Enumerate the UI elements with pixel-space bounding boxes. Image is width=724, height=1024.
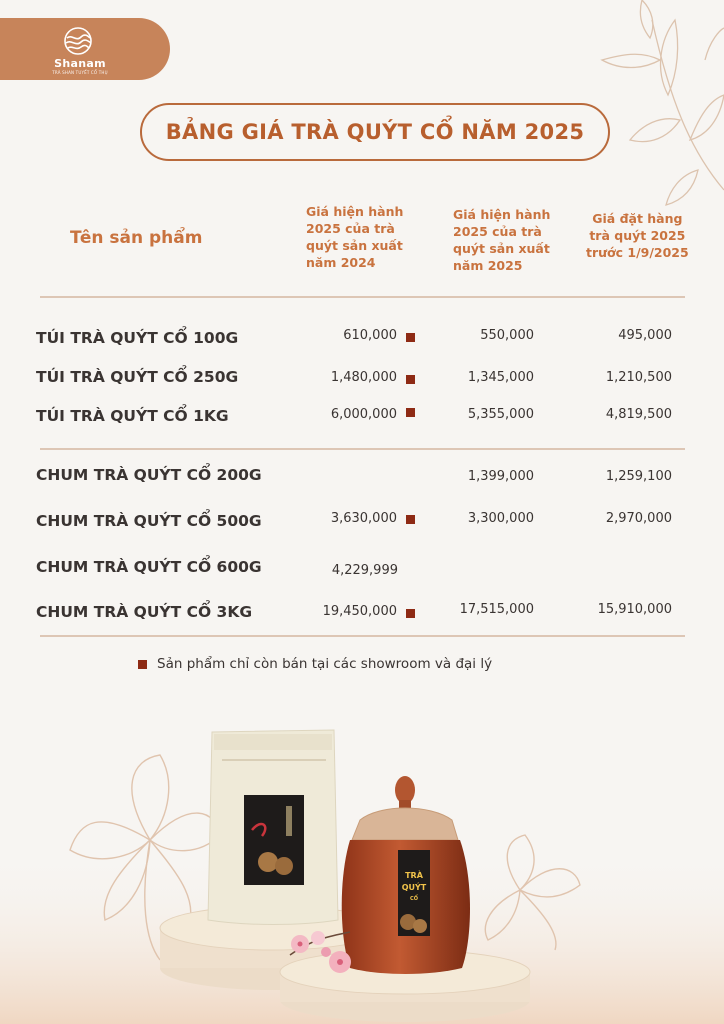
price-2024: 19,450,000	[322, 604, 397, 619]
price-preorder: 495,000	[618, 328, 672, 343]
price-2025: 1,345,000	[467, 370, 534, 385]
section-divider	[40, 448, 685, 450]
jar-label-line: CỔ	[410, 896, 418, 902]
column-header-product: Tên sản phẩm	[70, 228, 203, 248]
marker-square-icon	[406, 375, 415, 384]
column-header-price-2024	[306, 203, 403, 271]
product-name: CHUM TRÀ QUÝT CỔ 3KG	[36, 603, 253, 621]
header-line: Giá hiện hành	[453, 207, 551, 222]
price-2025: 3,300,000	[467, 511, 534, 526]
brand-logo	[0, 18, 170, 80]
header-line: 2025 của trà	[306, 221, 395, 236]
marker-square-icon	[406, 333, 415, 342]
header-divider	[40, 296, 685, 298]
table-bottom-divider	[40, 635, 685, 637]
price-preorder: 1,210,500	[605, 370, 672, 385]
jar-label-line: TRÀ	[405, 871, 423, 880]
product-name: TÚI TRÀ QUÝT CỔ 1KG	[36, 407, 229, 425]
price-preorder: 1,259,100	[605, 469, 672, 484]
price-2024: 3,630,000	[330, 511, 397, 526]
legend-note-text: Sản phẩm chỉ còn bán tại các showroom và đại lý	[157, 656, 493, 672]
product-illustration	[0, 700, 724, 1024]
marker-square-icon	[406, 609, 415, 618]
product-name: CHUM TRÀ QUÝT CỔ 600G	[36, 558, 262, 576]
marker-square-icon	[406, 408, 415, 417]
page-title: BẢNG GIÁ TRÀ QUÝT CỔ NĂM 2025	[140, 103, 610, 161]
column-header-preorder	[586, 210, 689, 261]
price-2025: 17,515,000	[459, 602, 534, 617]
price-2025: 1,399,000	[467, 469, 534, 484]
header-line: trước 1/9/2025	[586, 245, 689, 260]
brand-name: Shanam	[54, 57, 106, 70]
jar-label-line: QUÝT	[401, 883, 427, 892]
price-2024: 4,229,999	[331, 563, 398, 578]
header-line: Giá đặt hàng	[592, 211, 683, 226]
header-line: quýt sản xuất	[306, 238, 403, 253]
product-name: CHUM TRÀ QUÝT CỔ 500G	[36, 512, 262, 530]
legend-note	[138, 656, 492, 672]
column-header-price-2025	[453, 206, 550, 274]
header-line: trà quýt 2025	[589, 228, 686, 243]
marker-square-icon	[406, 515, 415, 524]
marker-square-icon	[138, 660, 147, 669]
price-preorder: 4,819,500	[605, 407, 672, 422]
price-2024: 1,480,000	[330, 370, 397, 385]
product-name: TÚI TRÀ QUÝT CỔ 100G	[36, 329, 239, 347]
header-line: Giá hiện hành	[306, 204, 404, 219]
price-2024: 6,000,000	[330, 407, 397, 422]
shanam-logo-icon	[58, 26, 98, 56]
header-line: quýt sản xuất	[453, 241, 550, 256]
price-2024: 610,000	[343, 328, 397, 343]
brand-tagline: TRÀ SHAN TUYẾT CỔ THỤ	[52, 70, 108, 75]
header-line: năm 2024	[306, 255, 376, 270]
header-line: 2025 của trà	[453, 224, 542, 239]
price-preorder: 15,910,000	[597, 602, 672, 617]
product-name: TÚI TRÀ QUÝT CỔ 250G	[36, 368, 239, 386]
price-2025: 550,000	[480, 328, 534, 343]
header-line: năm 2025	[453, 258, 523, 273]
price-2025: 5,355,000	[467, 407, 534, 422]
product-name: CHUM TRÀ QUÝT CỔ 200G	[36, 466, 262, 484]
leaf-branch-icon	[580, 0, 724, 210]
price-preorder: 2,970,000	[605, 511, 672, 526]
